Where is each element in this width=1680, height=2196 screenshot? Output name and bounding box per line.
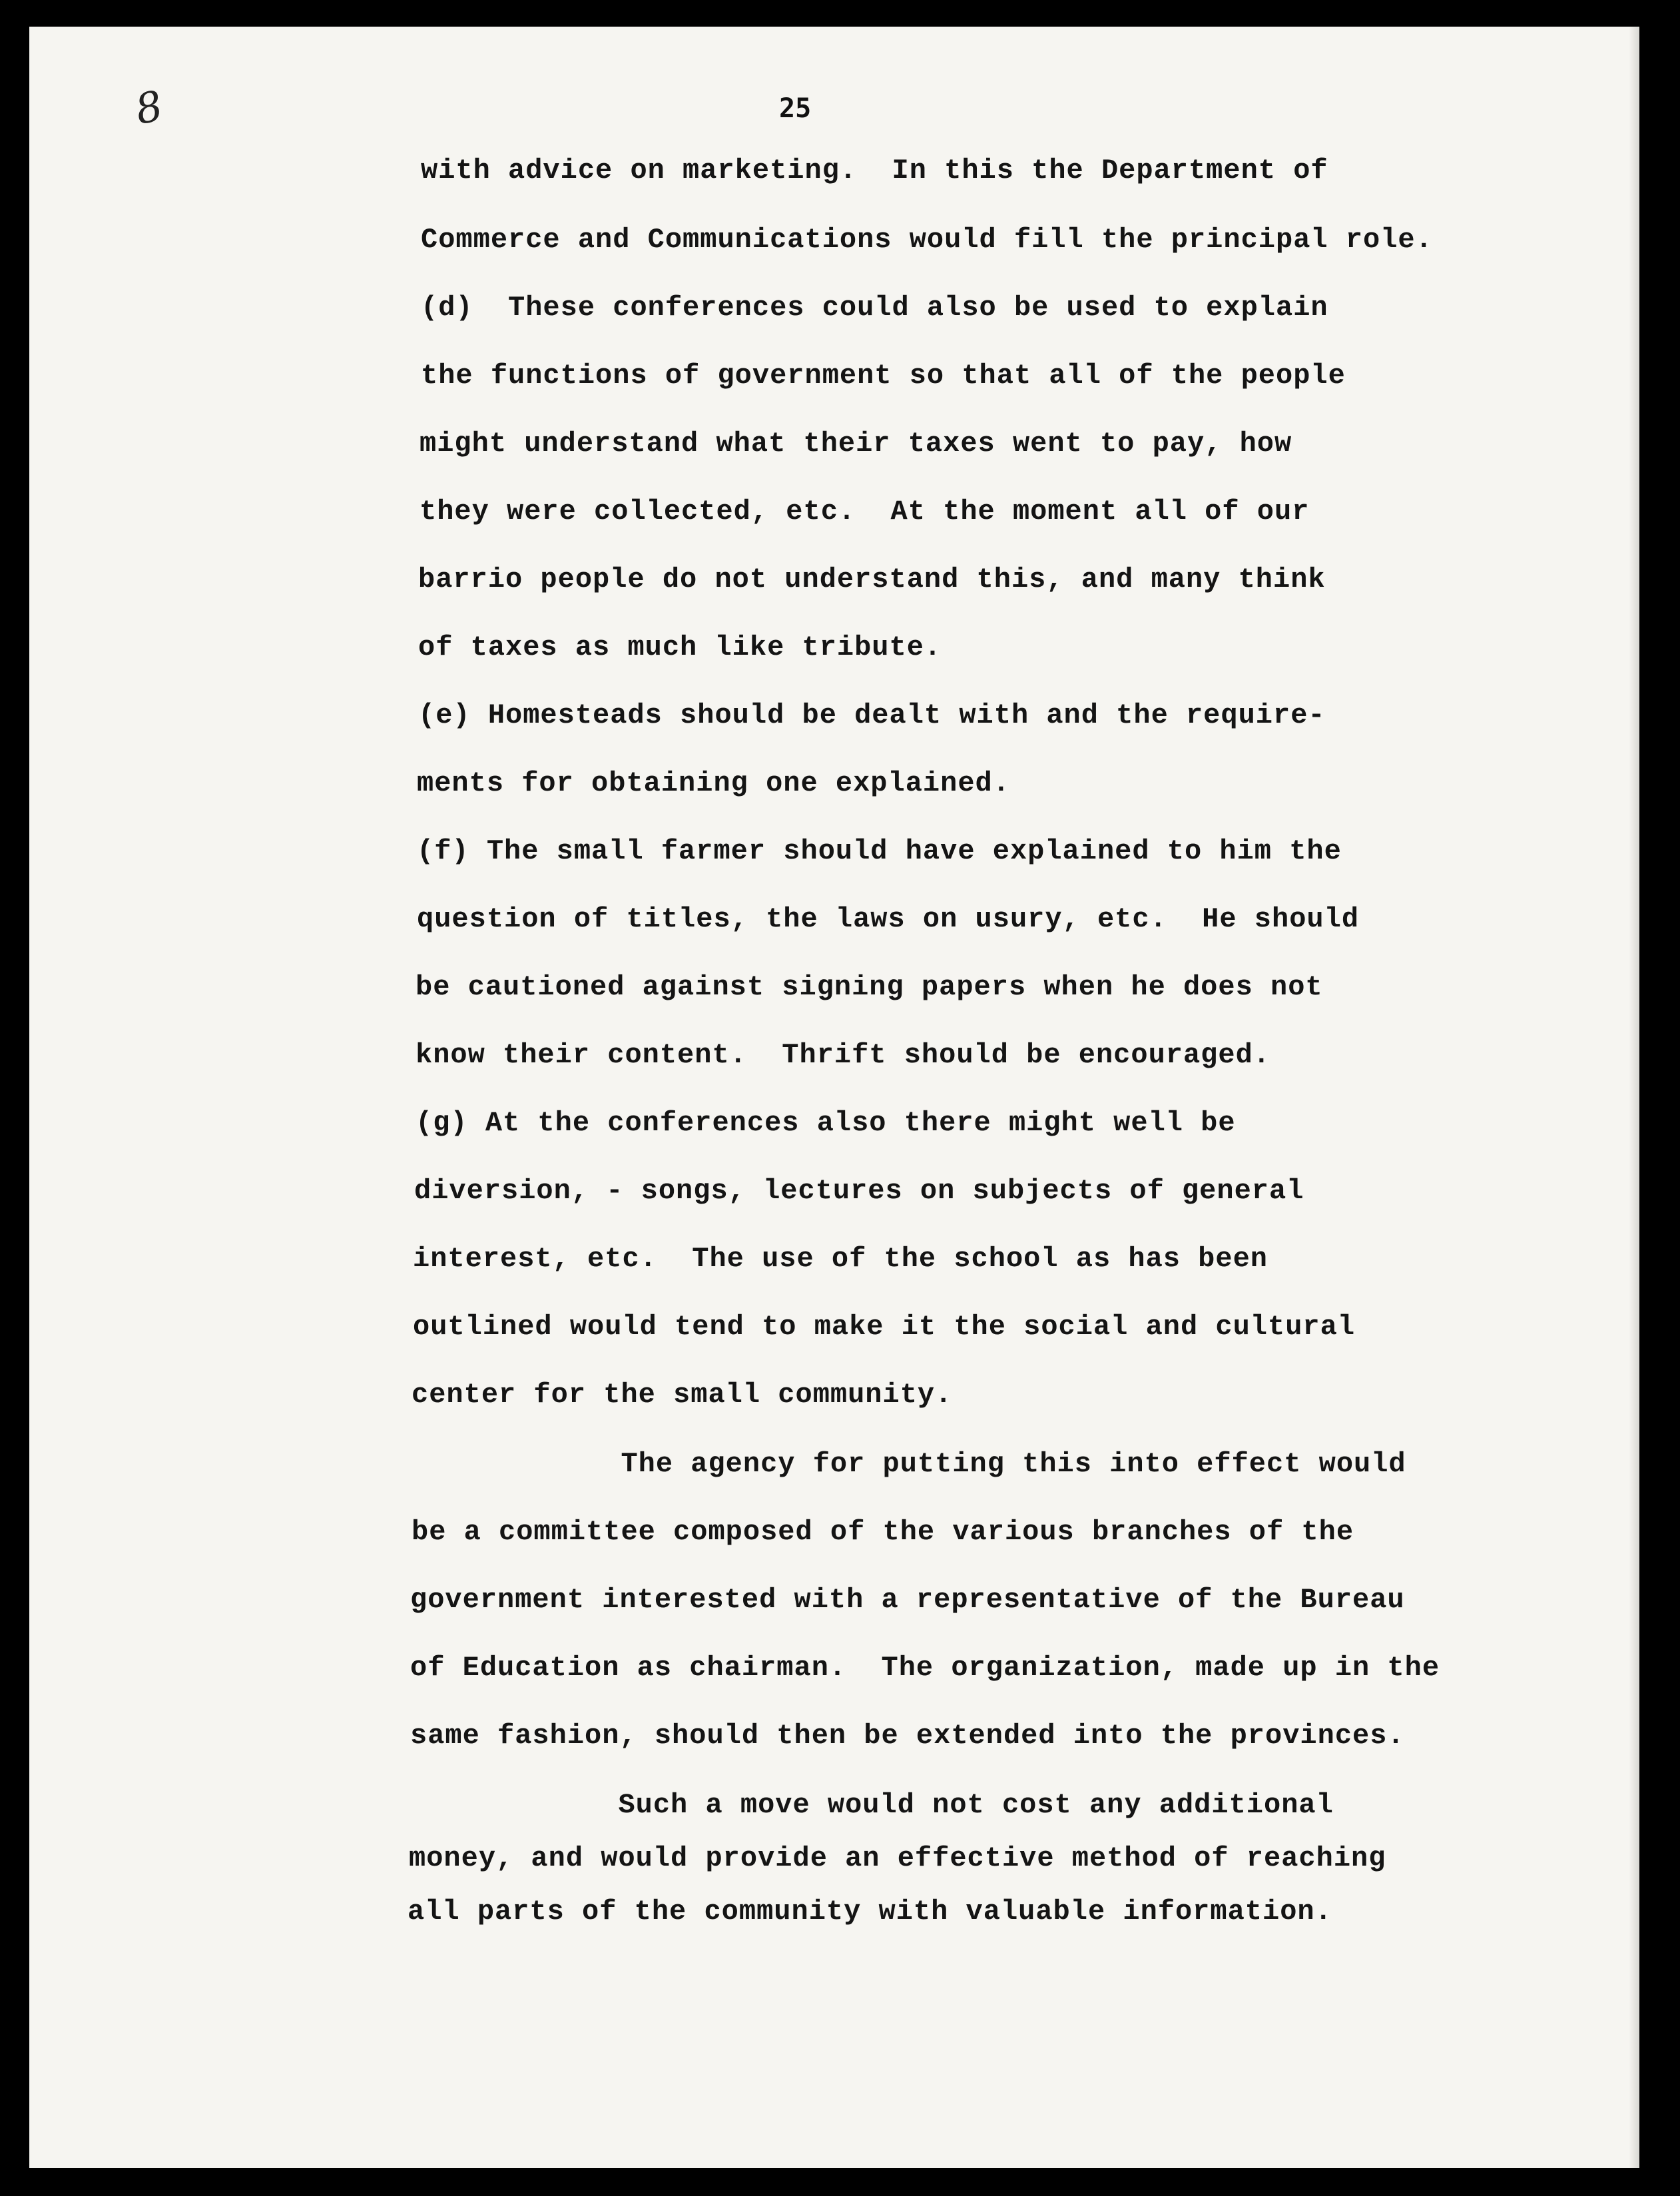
text-line: they were collected, etc. At the moment all of our — [420, 496, 1310, 528]
text-line: be a committee composed of the various branches of the — [412, 1516, 1354, 1548]
text-line: know their content. Thrift should be encouraged. — [416, 1039, 1271, 1071]
text-line: Commerce and Communications would fill the principal role. — [421, 224, 1433, 256]
margin-handwritten-mark: 8 — [131, 81, 167, 135]
text-line: (d) These conferences could also be used to explain — [421, 292, 1328, 324]
text-line: might understand what their taxes went to pay, how — [420, 428, 1292, 460]
page-number: 25 — [779, 93, 812, 124]
text-line: interest, etc. The use of the school as has been — [413, 1243, 1268, 1275]
text-line: center for the small community. — [412, 1379, 953, 1411]
text-line: same fashion, should then be extended into the provinces. — [410, 1720, 1405, 1752]
text-line: with advice on marketing. In this the Department of — [421, 155, 1328, 186]
text-line: question of titles, the laws on usury, etc. He should — [417, 903, 1360, 935]
text-line: outlined would tend to make it the social and cultural — [413, 1311, 1356, 1343]
text-line: ments for obtaining one explained. — [417, 767, 1010, 799]
text-line: The agency for putting this into effect would — [412, 1448, 1406, 1480]
text-line: (e) Homesteads should be dealt with and the require- — [418, 699, 1326, 731]
scan-edge — [1629, 27, 1639, 2168]
text-line: (f) The small farmer should have explained to him the — [417, 835, 1342, 867]
text-line: barrio people do not understand this, and many think — [418, 563, 1326, 595]
text-line: the functions of government so that all of the people — [421, 360, 1346, 392]
text-line: of taxes as much like tribute. — [418, 631, 942, 663]
text-line: all parts of the community with valuable information. — [408, 1896, 1332, 1928]
text-line: of Education as chairman. The organization, made up in the — [410, 1652, 1440, 1684]
text-line: money, and would provide an effective method of reaching — [409, 1842, 1386, 1874]
document-page — [29, 27, 1639, 2168]
text-line: be cautioned against signing papers when he does not — [416, 971, 1323, 1003]
text-line: Such a move would not cost any additional — [409, 1789, 1334, 1821]
text-line: government interested with a representative of the Bureau — [410, 1584, 1405, 1616]
text-line: diversion, - songs, lectures on subjects of general — [414, 1175, 1304, 1207]
text-line: (g) At the conferences also there might well be — [416, 1107, 1236, 1139]
